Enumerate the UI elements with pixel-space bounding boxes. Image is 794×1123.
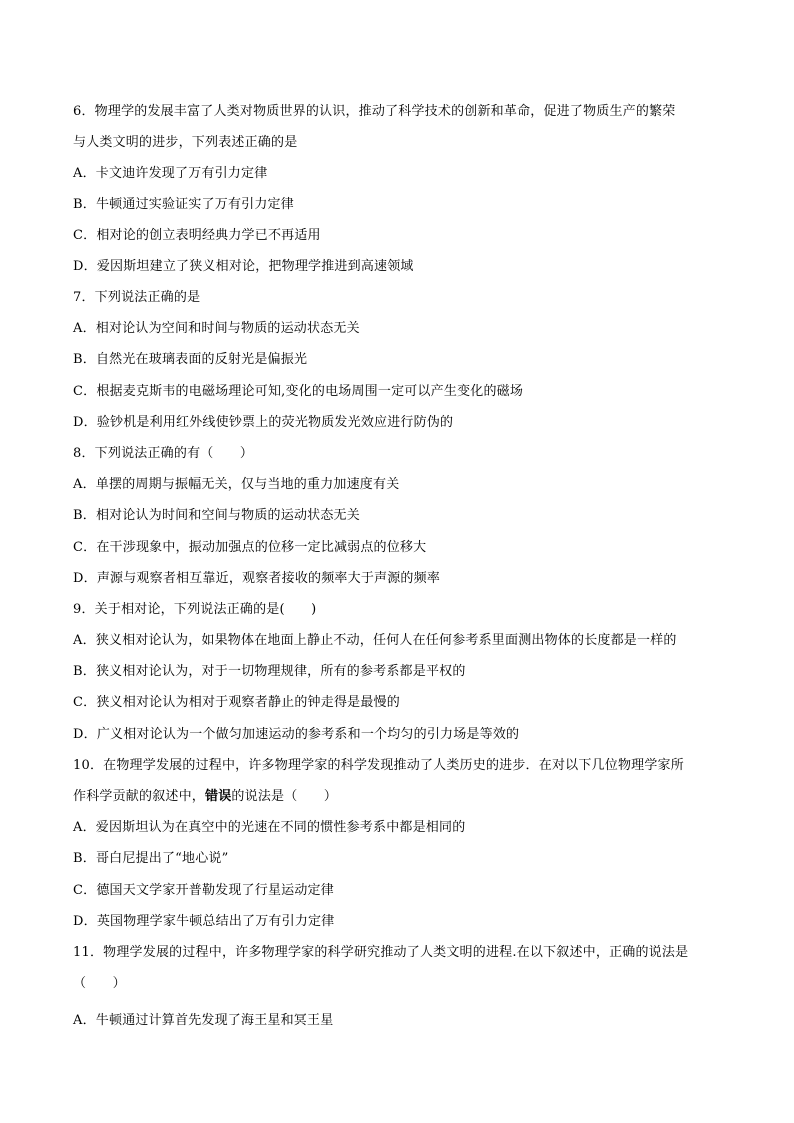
question-6-option-d: D．爱因斯坦建立了狭义相对论，把物理学推进到高速领域: [73, 259, 414, 274]
question-7-option-d: D．验钞机是利用红外线使钞票上的荧光物质发光效应进行防伪的: [73, 415, 454, 430]
question-9-option-c: C．狭义相对论认为相对于观察者静止的钟走得是最慢的: [73, 695, 400, 710]
question-7-option-b: B．自然光在玻璃表面的反射光是偏振光: [73, 352, 308, 367]
question-9-option-b: B．狭义相对论认为，对于一切物理规律，所有的参考系都是平权的: [73, 664, 466, 679]
question-10-option-d: D．英国物理学家牛顿总结出了万有引力定律: [73, 914, 335, 929]
question-6-stem-line-2: 与人类文明的进步，下列表述正确的是: [73, 135, 298, 150]
question-10-stem-prefix: 作科学贡献的叙述中，: [73, 789, 206, 804]
question-10-option-a: A．爱因斯坦认为在真空中的光速在不同的惯性参考系中都是相同的: [73, 820, 466, 835]
question-11-stem-line-2: （ ）: [73, 976, 126, 991]
question-10-stem-suffix: 的说法是（ ）: [231, 789, 338, 804]
question-6-option-c: C．相对论的创立表明经典力学已不再适用: [73, 228, 321, 243]
question-11-stem-line-1: 11．物理学发展的过程中，许多物理学家的科学研究推动了人类文明的进程.在以下叙述中，正确的说法是: [73, 945, 689, 960]
question-10-stem-line-1: 10．在物理学发展的过程中，许多物理学家的科学发现推动了人类历史的进步．在对以下几位物理学家所: [73, 758, 684, 773]
question-10-option-c: C．德国天文学家开普勒发现了行星运动定律: [73, 883, 334, 898]
question-6-option-b: B．牛顿通过实验证实了万有引力定律: [73, 197, 294, 212]
question-9-stem: 9．关于相对论，下列说法正确的是( ): [73, 602, 317, 617]
question-8-stem: 8．下列说法正确的有（ ）: [73, 446, 254, 461]
question-11-option-a: A．牛顿通过计算首先发现了海王星和冥王星: [73, 1013, 334, 1028]
question-8-option-d: D．声源与观察者相互靠近，观察者接收的频率大于声源的频率: [73, 571, 441, 586]
question-8-option-c: C．在干涉现象中，振动加强点的位移一定比减弱点的位移大: [73, 540, 427, 555]
question-8-option-b: B．相对论认为时间和空间与物质的运动状态无关: [73, 508, 360, 523]
question-10-emphasis-word: 错误: [205, 789, 232, 804]
question-10-stem-line-2: [73, 788, 733, 806]
question-6-option-a: A．卡文迪许发现了万有引力定律: [73, 166, 268, 181]
question-6-stem-line-1: 6．物理学的发展丰富了人类对物质世界的认识，推动了科学技术的创新和革命，促进了物质生产的繁荣: [73, 104, 676, 119]
question-7-stem: 7．下列说法正确的是: [73, 290, 201, 305]
question-10-option-b: B．哥白尼提出了“地心说”: [73, 851, 229, 866]
question-7-option-a: A．相对论认为空间和时间与物质的运动状态无关: [73, 321, 360, 336]
question-7-option-c: C．根据麦克斯韦的电磁场理论可知,变化的电场周围一定可以产生变化的磁场: [73, 384, 524, 399]
question-8-option-a: A．单摆的周期与振幅无关，仅与当地的重力加速度有关: [73, 477, 400, 492]
question-9-option-d: D．广义相对论认为一个做匀加速运动的参考系和一个均匀的引力场是等效的: [73, 727, 520, 742]
question-9-option-a: A．狭义相对论认为，如果物体在地面上静止不动，任何人在任何参考系里面测出物体的长度都是一样的: [73, 633, 677, 648]
